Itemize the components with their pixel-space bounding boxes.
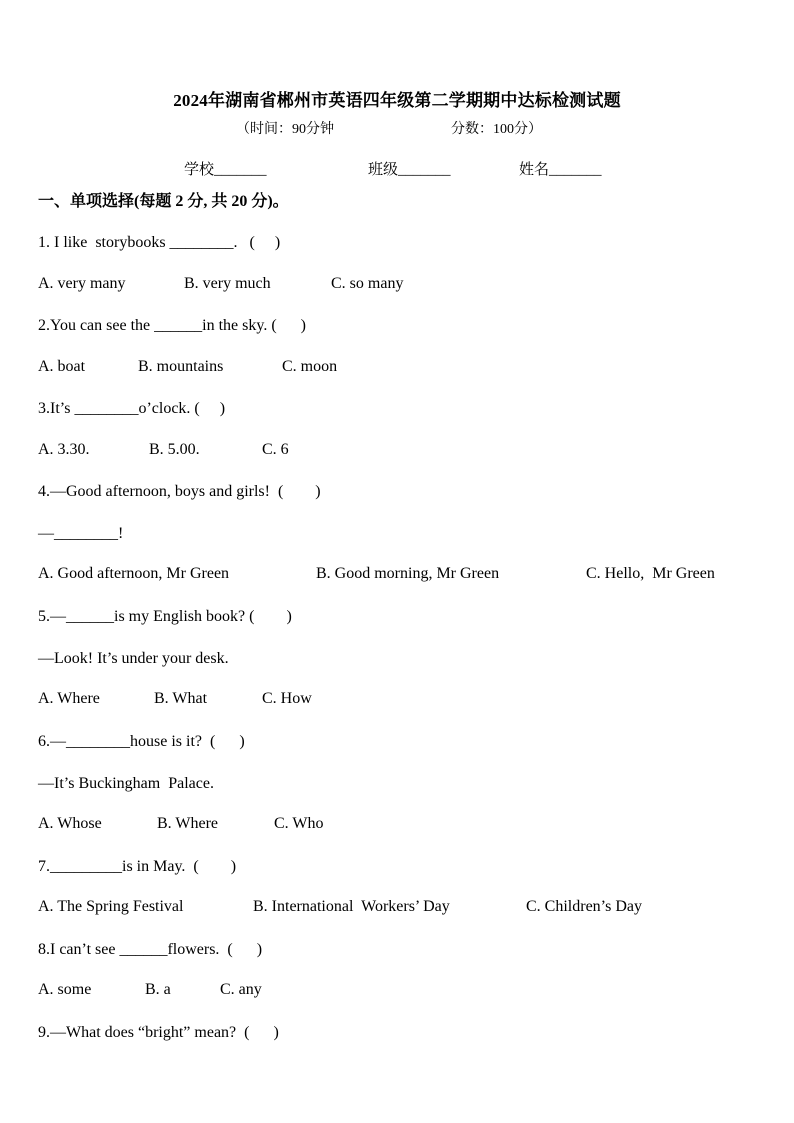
question-5-response: —Look! It’s under your desk. (38, 650, 229, 667)
school-field: 学校_______ (184, 162, 267, 178)
question-7-stem: 7._________is in May. ( ) (38, 858, 237, 875)
question-1-option-b: B. very much (184, 275, 271, 292)
exam-time: （时间：90分钟 (236, 122, 334, 137)
exam-score: 分数：100分） (451, 122, 542, 137)
question-1-option-c: C. so many (331, 275, 404, 292)
question-1-stem: 1. I like storybooks ________. ( ) (38, 234, 281, 251)
question-2-option-b: B. mountains (138, 358, 224, 375)
question-2-stem: 2.You can see the ______in the sky. ( ) (38, 317, 306, 334)
question-5-option-c: C. How (262, 690, 312, 707)
question-4-option-b: B. Good morning, Mr Green (316, 565, 500, 582)
question-8-option-c: C. any (220, 981, 262, 998)
question-6-response: —It’s Buckingham Palace. (38, 775, 214, 792)
question-6-option-b: B. Where (157, 815, 219, 832)
question-9-stem: 9.—What does “bright” mean? ( ) (38, 1024, 279, 1041)
question-5-stem: 5.—______is my English book? ( ) (38, 608, 292, 625)
section-heading: 一、单项选择(每题 2 分, 共 20 分)。 (38, 193, 289, 210)
question-3-option-a: A. 3.30. (38, 441, 90, 458)
question-6-stem: 6.—________house is it? ( ) (38, 733, 245, 750)
question-4-option-a: A. Good afternoon, Mr Green (38, 565, 230, 582)
question-2-option-c: C. moon (282, 358, 338, 375)
class-field: 班级_______ (368, 162, 451, 178)
question-4-response: —________! (38, 525, 124, 542)
question-4-stem: 4.—Good afternoon, boys and girls! ( ) (38, 483, 321, 500)
question-6-option-c: C. Who (274, 815, 324, 832)
question-7-option-a: A. The Spring Festival (38, 898, 184, 915)
question-5-option-a: A. Where (38, 690, 100, 707)
question-4-option-c: C. Hello, Mr Green (586, 565, 715, 582)
exam-title: 2024年湖南省郴州市英语四年级第二学期期中达标检测试题 (173, 91, 621, 110)
question-3-option-c: C. 6 (262, 441, 289, 458)
question-6-option-a: A. Whose (38, 815, 102, 832)
question-3-stem: 3.It’s ________o’clock. ( ) (38, 400, 226, 417)
question-3-option-b: B. 5.00. (149, 441, 200, 458)
question-2-option-a: A. boat (38, 358, 86, 375)
name-field: 姓名_______ (519, 162, 602, 178)
question-8-option-a: A. some (38, 981, 92, 998)
question-8-option-b: B. a (145, 981, 171, 998)
question-8-stem: 8.I can’t see ______flowers. ( ) (38, 941, 263, 958)
question-7-option-c: C. Children’s Day (526, 898, 642, 915)
question-5-option-b: B. What (154, 690, 208, 707)
question-7-option-b: B. International Workers’ Day (253, 898, 450, 915)
question-1-option-a: A. very many (38, 275, 126, 292)
